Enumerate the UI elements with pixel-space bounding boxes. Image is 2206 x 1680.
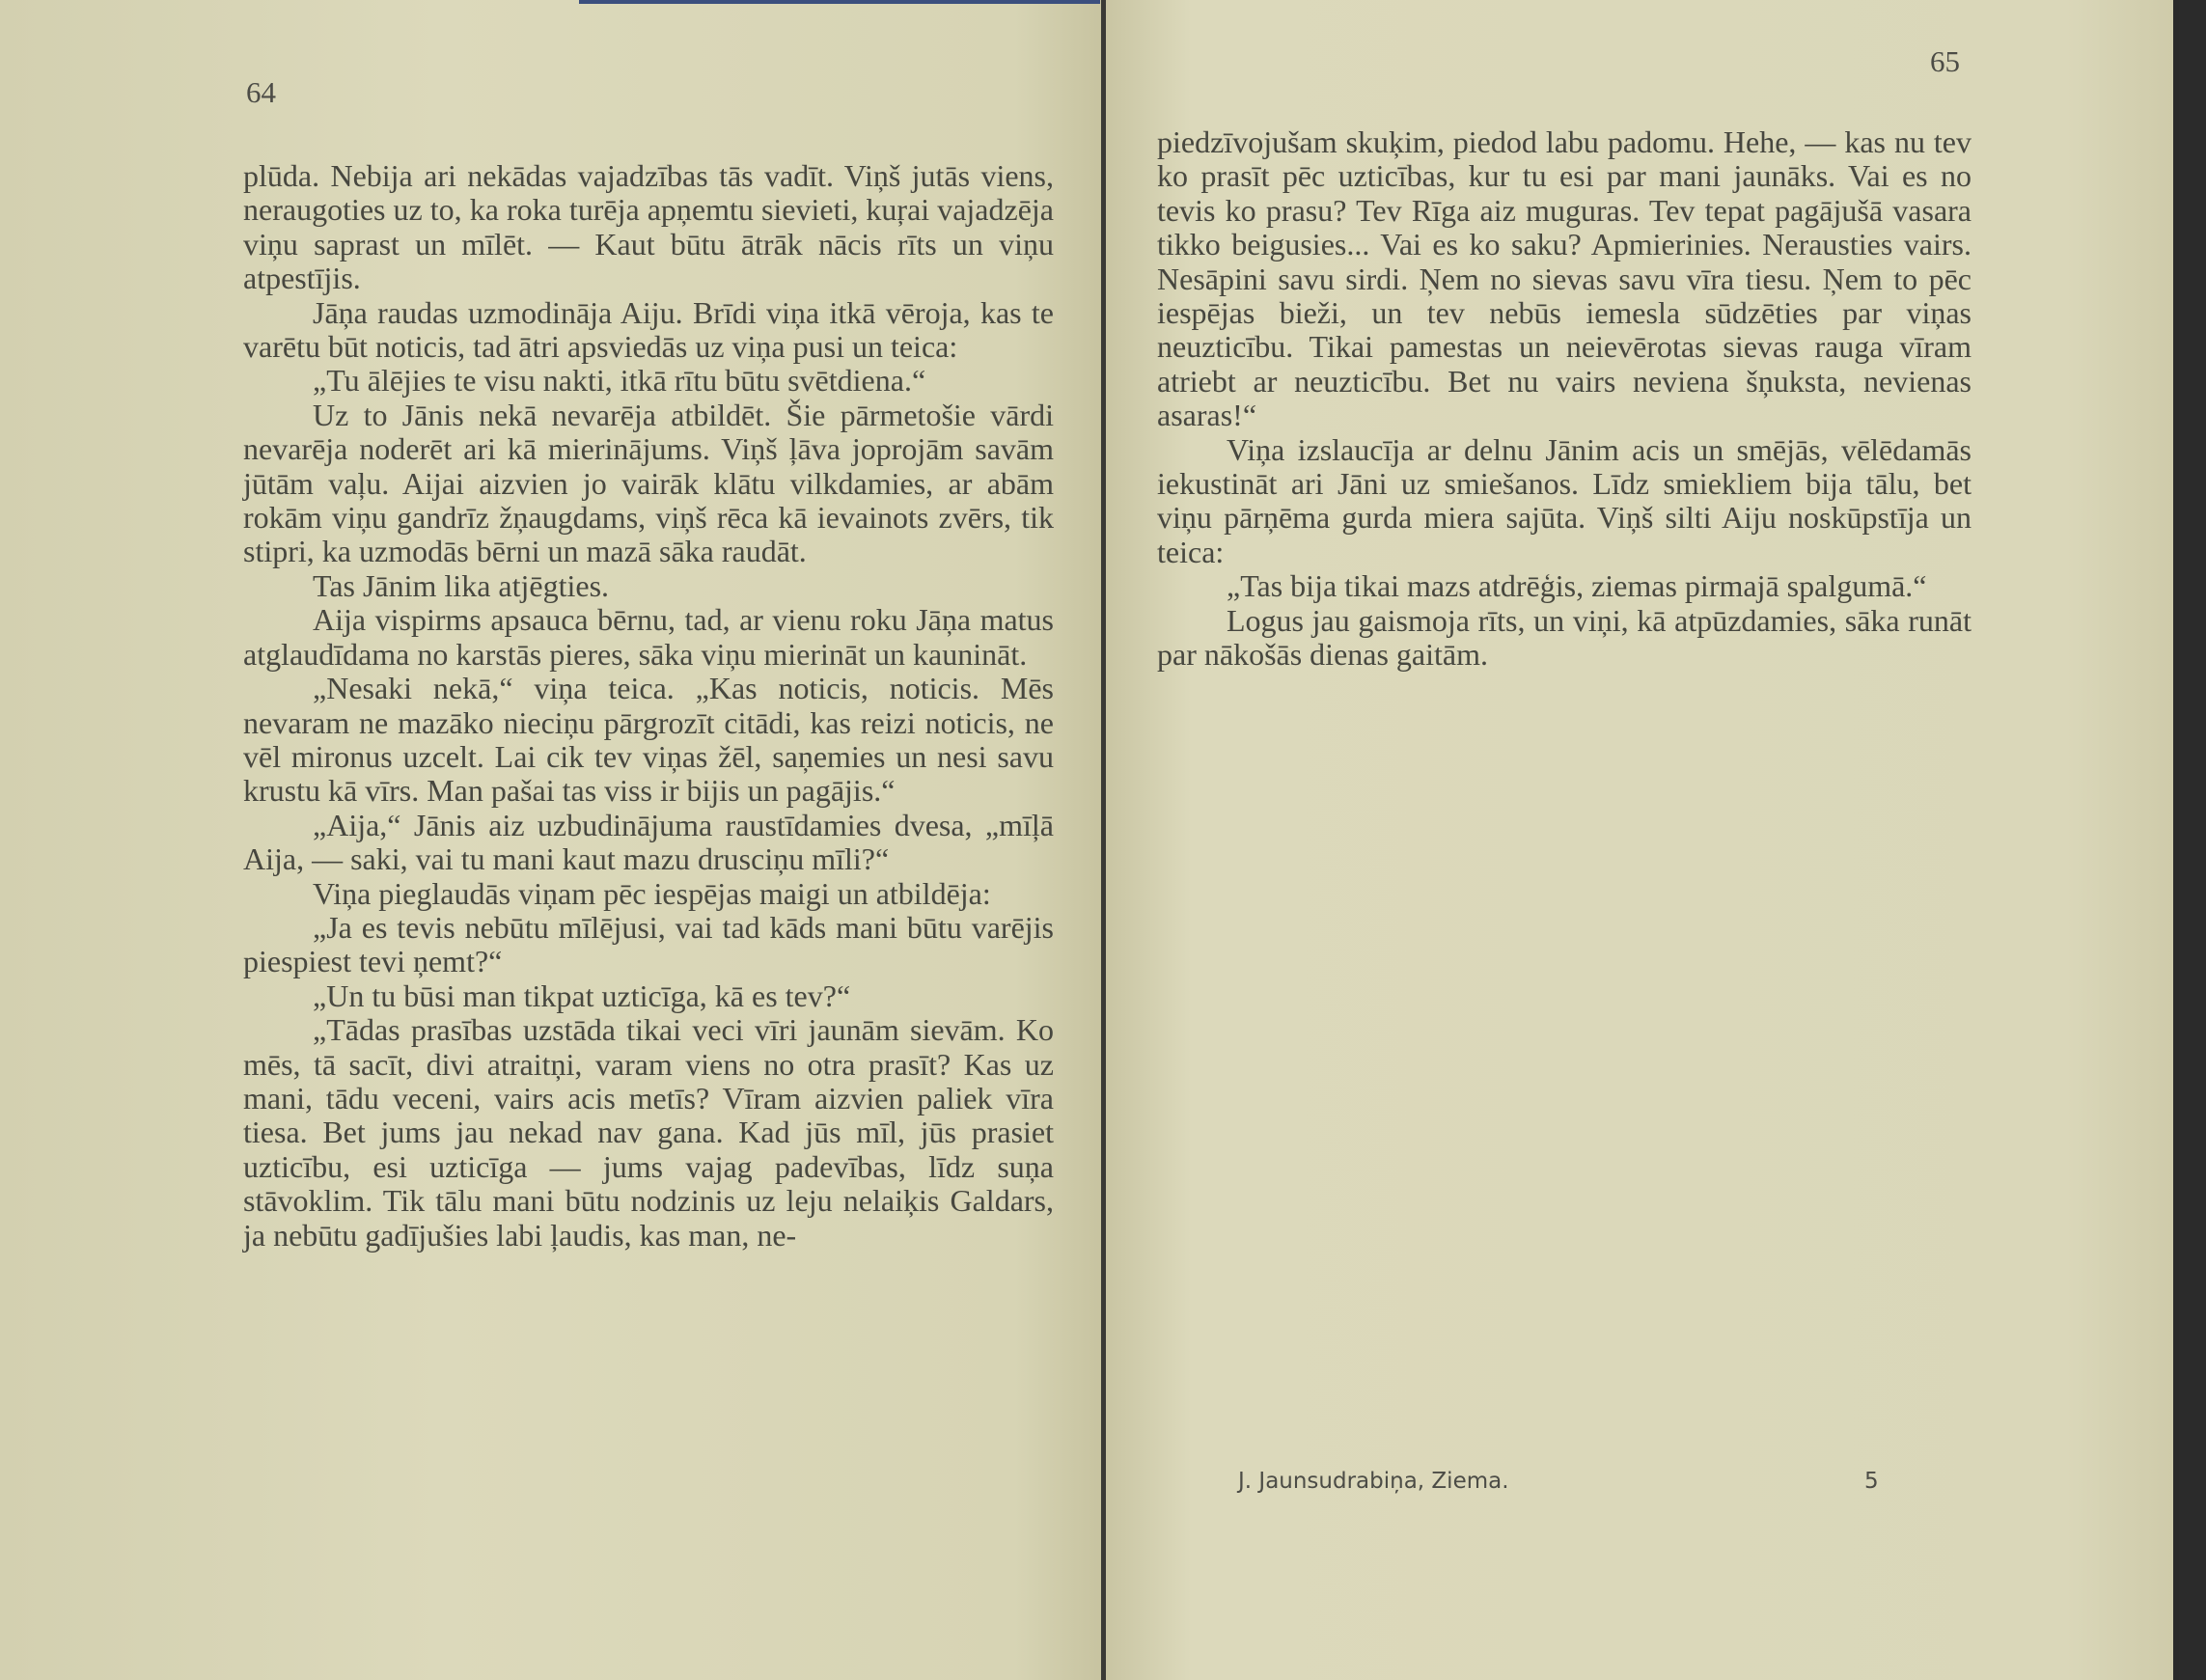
paragraph: „Tādas prasības uzstāda tikai veci vīri jaunām sievām. Ko mēs, tā sacīt, divi atraitņi, varam viens no otra prasīt? Kas uz mani, tādu veceni, vairs acis metīs? Vīram aizvien paliek vīra tiesa. Bet jums jau nekad nav gana. Kad jūs mīl, jūs prasiet uzticību, esi uzticīga — jums vajag padevības, līdz suņa stāvoklim. Tik tālu mani būtu nodzinis uz leju nelaiķis Galdars, ja nebūtu gadījušies labi ļaudis, kas man, ne- (243, 1012, 1054, 1253)
paragraph: Viņa pieglaudās viņam pēc iespējas maigi un atbildēja: (313, 875, 991, 911)
paragraph: Tas Jānim lika atjēgties. (313, 567, 610, 603)
page-number: 65 (1930, 44, 1960, 78)
signature-mark: 5 (1864, 1469, 1879, 1494)
paragraph: Viņa izslaucīja ar delnu Jānim acis un smējās, vēlēdamās iekustināt ari Jāni uz smiešanos. Līdz smiekliem bija tālu, bet viņu pārņēma gurda miera sajūta. Viņš silti Aiju noskūpstīja un teica: (1157, 431, 1972, 569)
page-text-right (1157, 125, 1972, 673)
paragraph: Jāņa raudas uzmodināja Aiju. Brīdi viņa itkā vēroja, kas te varētu būt noticis, tad ātri apsviedās uz viņa pusi un teica: (243, 294, 1054, 365)
paragraph: Aija vispirms apsauca bērnu, tad, ar vienu roku Jāņa matus atglaudīdama no karstās pieres, sāka viņu mierināt un kaunināt. (243, 602, 1054, 672)
paragraph: plūda. Nebija ari nekādas vajadzības tās vadīt. Viņš jutās viens, neraugoties uz to, ka roka turēja apņemtu sievieti, kuŗai vajadzēja viņu saprast un mīlēt. — Kaut būtu ātrāk nācis rīts un viņu atpestījis. (243, 158, 1054, 296)
paragraph: „Aija,“ Jānis aiz uzbudinājuma raustīdamies dvesa, „mīļā Aija, — saki, vai tu mani kaut mazu drusciņu mīli?“ (243, 807, 1054, 877)
paragraph: „Tu ālējies te visu nakti, itkā rītu būtu svētdiena.“ (313, 363, 926, 399)
paragraph: „Un tu būsi man tikpat uzticīga, kā es tev?“ (313, 978, 851, 1013)
right-page (1106, 0, 2179, 1680)
page-text-left (243, 159, 1054, 1253)
paragraph: Logus jau gaismoja rīts, un viņi, kā atpūzdamies, sāka runāt par nākošās dienas gaitām. (1157, 602, 1972, 673)
paragraph: Uz to Jānis nekā nevarēja atbildēt. Šie pārmetošie vārdi nevarēja noderēt ari kā mierinājums. Viņš ļāva joprojām savām jūtām vaļu. Aijai aizvien jo vairāk klātu vilkdamies, ar abām rokām viņu gandrīz žņaugdams, viņš rēca kā ievainots zvērs, tik stipri, ka uzmodās bērni un mazā sāka raudāt. (243, 397, 1054, 569)
paragraph: „Ja es tevis nebūtu mīlējusi, vai tad kāds mani būtu varējis piespiest tevi ņemt?“ (243, 909, 1054, 979)
page-number: 64 (246, 75, 276, 109)
footer-title: J. Jaunsudrabiņa, Ziema. (1238, 1469, 1509, 1494)
paragraph: „Tas bija tikai mazs atdrēģis, ziemas pirmajā spalgumā.“ (1227, 568, 1927, 604)
cover-edge (579, 0, 1100, 4)
paragraph: piedzīvojušam skuķim, piedod labu padomu. Hehe, — kas nu tev ko prasīt pēc uzticības, kur tu esi par mani jaunāks. Vai es no tevis ko prasu? Tev Rīga aiz muguras. Tev tepat pagājušā vasara tikko beigusies... Vai es ko saku? Apmierinies. Nerausties vairs. Nesāpini savu sirdi. Ņem no sievas savu vīra tiesu. Ņem to pēc iespējas bieži, un tev nebūs iemesla sūdzēties par viņas neuzticību. Tikai pamestas un neievērotas sievas rauga vīram atriebt ar neuzticību. Bet nu vairs neviena šņuksta, nevienas asaras!“ (1157, 124, 1972, 433)
paragraph: „Nesaki nekā,“ viņa teica. „Kas noticis, noticis. Mēs nevaram ne mazāko nieciņu pārgrozīt citādi, kas reizi noticis, ne vēl mironus uzcelt. Lai cik tev viņas žēl, saņemies un nesi savu krustu kā vīrs. Man pašai tas viss ir bijis un pagājis.“ (243, 671, 1054, 809)
